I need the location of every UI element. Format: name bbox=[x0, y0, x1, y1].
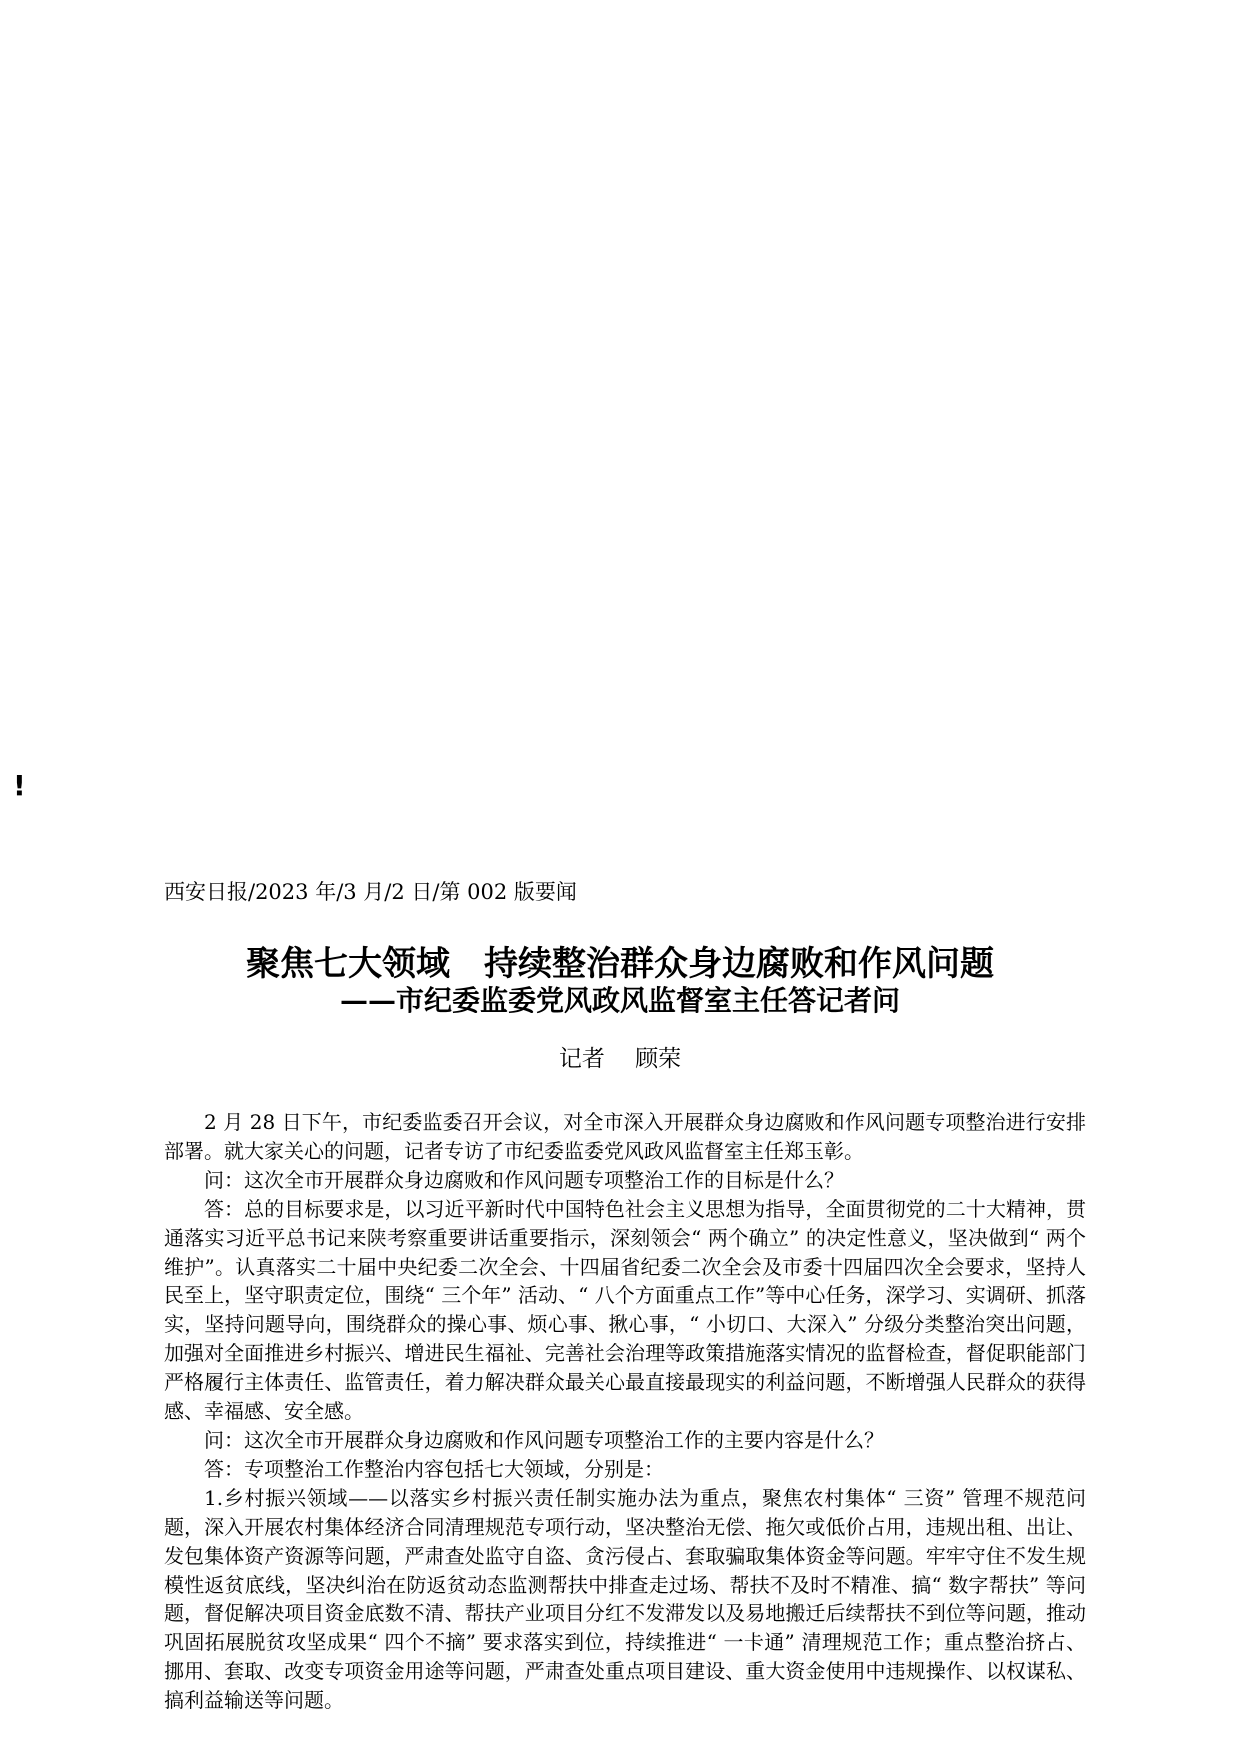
paragraph-item-1: 1.乡村振兴领域——以落实乡村振兴责任制实施办法为重点，聚焦农村集体“ 三资” 管理不规范问题，深入开展农村集体经济合同清理规范专项行动，坚决整治无偿、拖欠或低价占用，违规出租、出让、发包集体资产资源等问题，严肃查处监守自盗、贪污侵占、套取骗取集体资金等问题。牢牢守住不发生规模性返贫底线，坚决纠治在防返贫动态监测帮扶中排查走过场、帮扶不及时不精准、搞“ 数字帮扶” 等问题，督促解决项目资金底数不清、帮扶产业项目分红不发滞发以及易地搬迁后续帮扶不到位等问题，推动巩固拓展脱贫攻坚成果“ 四个不摘” 要求落实到位，持续推进“ 一卡通” 清理规范工作；重点整治挤占、挪用、套取、改变专项资金用途等问题，严肃查处重点项目建设、重大资金使用中违规操作、以权谋私、搞利益输送等问题。 bbox=[164, 1485, 1086, 1713]
subtitle: ——市纪委监委党风政风监督室主任答记者问 bbox=[339, 984, 900, 1017]
alert-mark: ! bbox=[13, 769, 26, 802]
paragraph-question-2: 问：这次全市开展群众身边腐败和作风问题专项整治工作的主要内容是什么？ bbox=[204, 1427, 884, 1452]
article-body bbox=[164, 1108, 1086, 1715]
headline: 聚焦七大领域 持续整治群众身边腐败和作风问题 bbox=[246, 944, 994, 984]
paragraph-question-1: 问：这次全市开展群众身边腐败和作风问题专项整治工作的目标是什么？ bbox=[204, 1167, 844, 1192]
paragraph-answer-2: 答：专项整治工作整治内容包括七大领域，分别是： bbox=[204, 1456, 664, 1481]
paragraph-answer-1: 答：总的目标要求是，以习近平新时代中国特色社会主义思想为指导，全面贯彻党的二十大精神，贯通落实习近平总书记来陕考察重要讲话重要指示，深刻领会“ 两个确立” 的决定性意义，坚决做到“ 两个维护”。认真落实二十届中央纪委二次全会、十四届省纪委二次全会及市委十四届四次全会要求，坚持人民至上，坚守职责定位，围绕“ 三个年” 活动、“ 八个方面重点工作”等中心任务，深学习、实调研、抓落实，坚持问题导向，围绕群众的操心事、烦心事、揪心事，“ 小切口、大深入” 分级分类整治突出问题，加强对全面推进乡村振兴、增进民生福祉、完善社会治理等政策措施落实情况的监督检查，督促职能部门严格履行主体责任、监管责任，着力解决群众最关心最直接最现实的利益问题，不断增强人民群众的获得感、幸福感、安全感。 bbox=[164, 1196, 1086, 1424]
byline: 记者 顾荣 bbox=[558, 1046, 682, 1072]
source-line: 西安日报/2023 年/3 月/2 日/第 002 版要闻 bbox=[164, 880, 577, 904]
paragraph-intro: 2 月 28 日下午，市纪委监委召开会议，对全市深入开展群众身边腐败和作风问题专项整治进行安排部署。就大家关心的问题，记者专访了市纪委监委党风政风监督室主任郑玉彰。 bbox=[164, 1110, 1086, 1163]
